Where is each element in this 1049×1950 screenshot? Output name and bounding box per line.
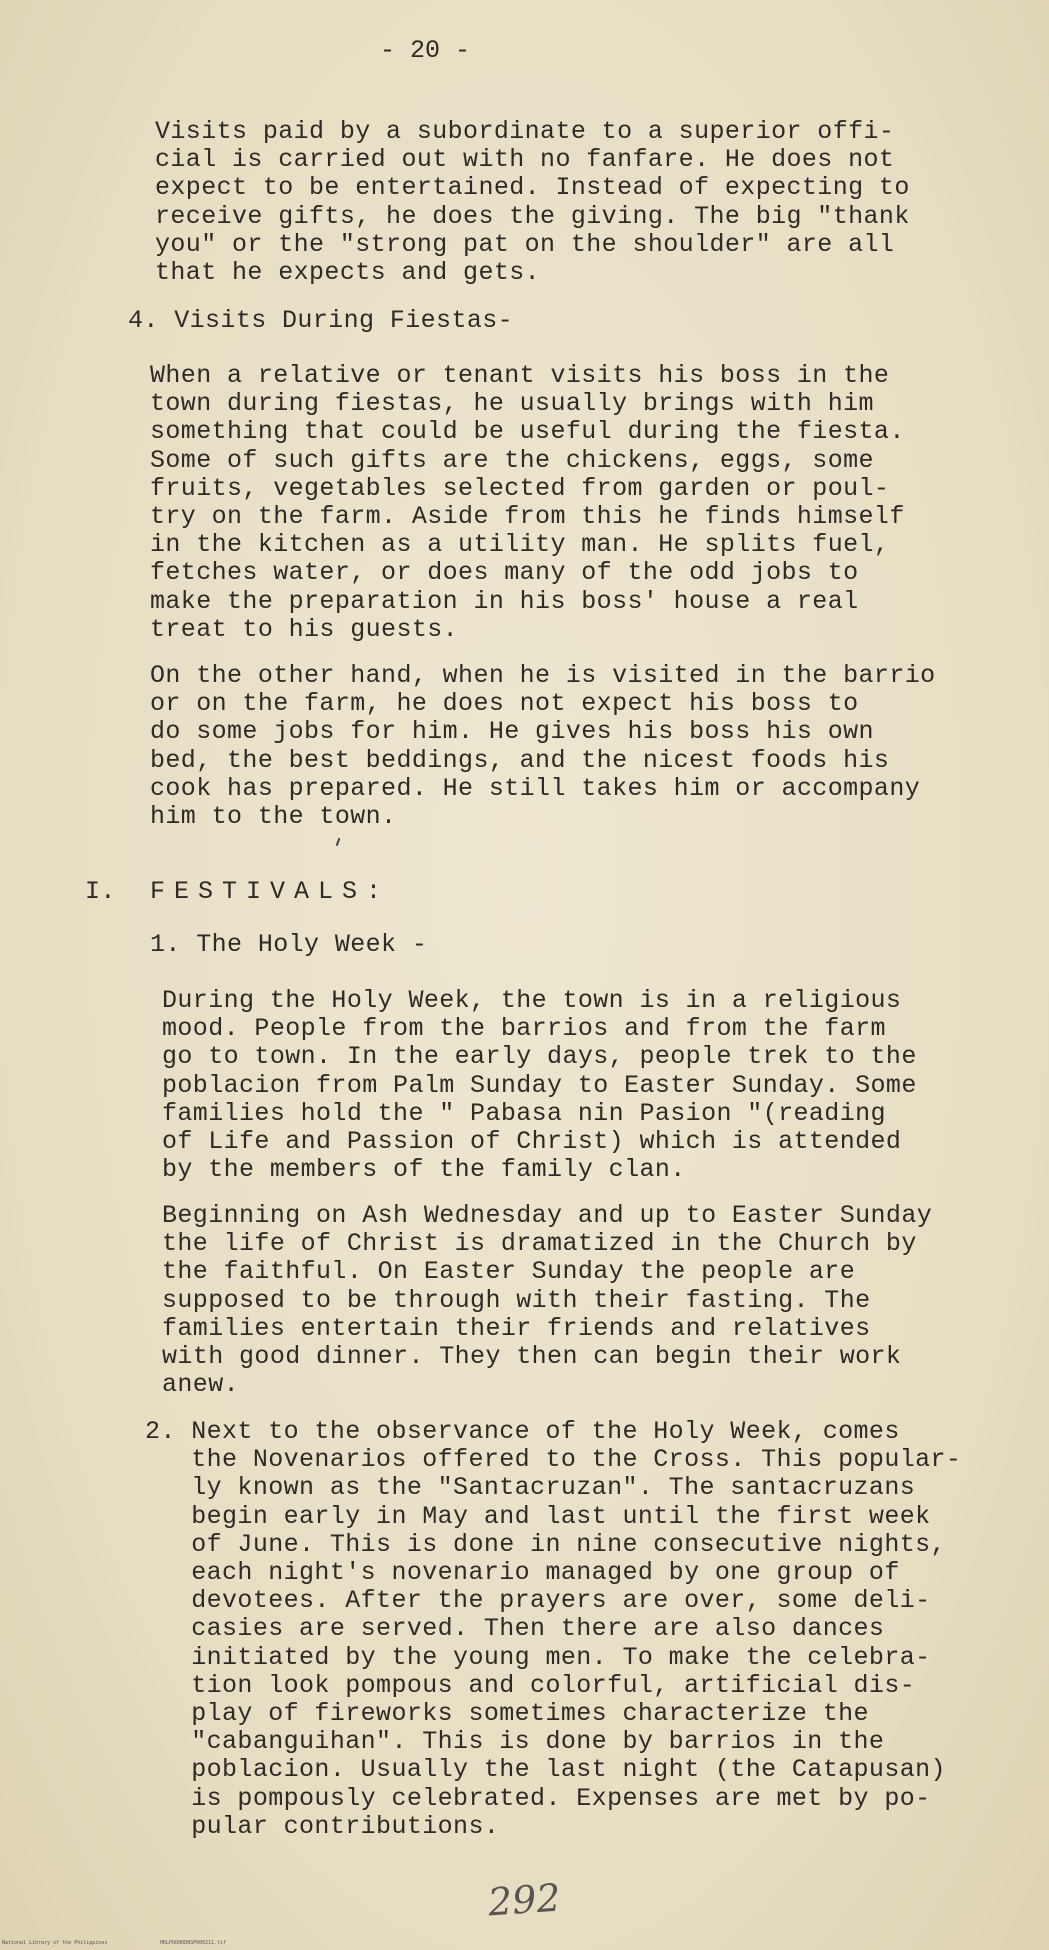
- paragraph-fiestas-barrio: On the other hand, when he is visited in the barrio or on the farm, he does not expect his boss to do some jobs for him. He gives his boss his own bed, the best beddings, and the nicest foods his cook has prepared. He still takes him or accompany him to the town.: [150, 661, 936, 832]
- scan-footer: [0, 1938, 1049, 1950]
- section-title-festivals: FESTIVALS:: [150, 877, 391, 906]
- footer-library-name: National Library of the Philippines: [2, 1940, 108, 1946]
- heading-holy-week: 1. The Holy Week -: [150, 930, 428, 959]
- stray-pencil-mark: [336, 838, 341, 846]
- handwritten-page-number: 292: [486, 1875, 562, 1925]
- footer-file-name: HRLPOO0RDNSP000211.tif: [160, 1940, 227, 1946]
- paragraph-fiestas-gifts: When a relative or tenant visits his boss in the town during fiestas, he usually brings with him something that could be useful during the fiesta. Some of such gifts are the chickens, eggs, some fruits, vegetables selected from garden or poul- try on the farm. Aside from this he finds himself in the kitchen as a utility man. He splits fuel, fetches water, or does many of the odd jobs to make the preparation in his boss' house a real treat to his guests.: [150, 361, 905, 644]
- paragraph-visits-subordinate: Visits paid by a subordinate to a superior offi- cial is carried out with no fanfare. He does not expect to be entertained. Instead of expecting to receive gifts, he does the giving. The big "thank you" or the "strong pat on the shoulder" are all that he expects and gets.: [155, 117, 910, 288]
- paragraph-holy-week: During the Holy Week, the town is in a religious mood. People from the barrios and from the farm go to town. In the early days, people trek to the poblacion from Palm Sunday to Easter Sunday. Some families hold the " Pabasa nin Pasion "(reading of Life and Passion of Christ) which is attended by the members of the family clan.: [162, 986, 917, 1185]
- section-numeral: I.: [85, 877, 116, 906]
- paragraph-novenarios: 2. Next to the observance of the Holy Week, comes the Novenarios offered to the Cross. This popular- ly known as the "Santacruzan". The santacruzans begin early in May and last until the first week of June. This is done in nine consecutive nights, each night's novenario managed by one group of devotees. After the prayers are over, some deli- casies are served. Then there are also dances initiated by the young men. To make the celebra- tion look pompous and colorful, artificial dis- play of fireworks sometimes characterize the "cabanguihan". This is done by barrios in the poblacion. Usually the last night (the Catapusan) is pompously celebrated. Expenses are met by po- pular contributions.: [145, 1417, 962, 1841]
- paragraph-ash-wednesday: Beginning on Ash Wednesday and up to Easter Sunday the life of Christ is dramatized in the Church by the faithful. On Easter Sunday the people are supposed to be through with their fasting. The families entertain their friends and relatives with good dinner. They then can begin their work anew.: [162, 1201, 933, 1400]
- heading-visits-during-fiestas: 4. Visits During Fiestas-: [128, 306, 514, 335]
- page-number: - 20 -: [380, 36, 471, 65]
